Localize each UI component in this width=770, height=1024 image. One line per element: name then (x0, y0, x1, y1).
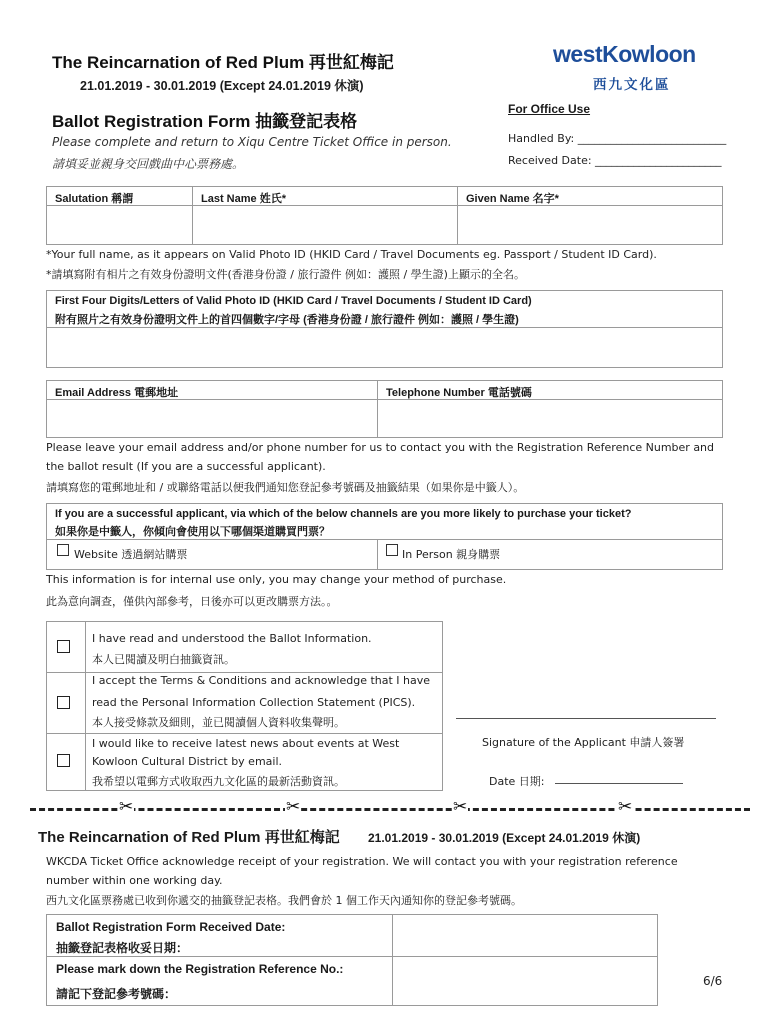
receipt-received-en: Ballot Registration Form Received Date: (56, 920, 286, 934)
salutation-field[interactable] (47, 206, 192, 244)
name-note-en: *Your full name, as it appears on Valid Photo ID (HKID Card / Travel Documents eg. Passport / Student ID Card). (46, 248, 657, 261)
event-dates: 21.01.2019 - 30.01.2019 (Except 24.01.2019 休演) (80, 79, 364, 93)
reference-number-field[interactable] (393, 957, 657, 1005)
form-title: Ballot Registration Form 抽籤登記表格 (52, 112, 358, 131)
contact-note-zh: 請填寫您的電郵地址和 / 或聯絡電話以便我們通知您登記參考號碼及抽籤結果（如果你是中籤人）。 (46, 481, 525, 494)
west-kowloon-logo-zh: 西九文化區 (593, 77, 671, 93)
receipt-ref-en: Please mark down the Registration Reference No.: (56, 962, 344, 976)
contact-note-en-2: the ballot result (If you are a successful applicant). (46, 460, 326, 473)
page-number: 6/6 (703, 974, 723, 988)
consent-row-divider-1 (46, 672, 443, 673)
in-person-label: In Person 親身購票 (402, 548, 501, 561)
in-person-checkbox[interactable] (386, 544, 398, 556)
consent-checkbox-terms[interactable] (57, 696, 70, 709)
channel-question-en: If you are a successful applicant, via which of the below channels are you more likely to purchase your ticket? (55, 508, 632, 520)
salutation-label: Salutation 稱謂 (55, 193, 134, 205)
photo-id-field[interactable] (47, 328, 722, 367)
consent-col-divider (85, 621, 86, 791)
channel-col-divider (377, 539, 378, 570)
receipt-text-en-1: WKCDA Ticket Office acknowledge receipt of your registration. We will contact you with your registration reference (46, 855, 678, 868)
office-use-title: For Office Use (508, 102, 591, 116)
last-name-label: Last Name 姓氏* (201, 193, 286, 205)
scissors-icon: ✂ (119, 797, 134, 817)
scissors-icon: ✂ (618, 797, 633, 817)
phone-field[interactable] (378, 400, 722, 437)
photo-id-label-zh: 附有照片之有效身份證明文件上的首四個數字/字母 (香港身份證 / 旅行證件 例如：護照 / 學生證) (55, 314, 519, 326)
instruction-en: Please complete and return to Xiqu Centre Ticket Office in person. (52, 135, 452, 149)
given-name-label: Given Name 名字* (466, 193, 559, 205)
consent-news-zh: 我希望以電郵方式收取西九文化區的最新活動資訊。 (92, 775, 345, 788)
handled-by: Handled By: ___________________________ (508, 132, 727, 145)
name-note-zh: *請填寫附有相片之有效身份證明文件(香港身份證 / 旅行證件 例如：護照 / 學生證)上顯示的全名。 (46, 268, 525, 281)
consent-terms-en-1: I accept the Terms & Conditions and acknowledge that I have (92, 674, 431, 687)
given-name-field[interactable] (458, 206, 722, 244)
instruction-zh: 請填妥並親身交回戲曲中心票務處。 (52, 157, 245, 171)
received-date: Received Date: _______________________ (508, 154, 722, 167)
event-title: The Reincarnation of Red Plum 再世紅梅記 (52, 53, 394, 72)
receipt-text-en-2: number within one working day. (46, 874, 223, 887)
receipt-title: The Reincarnation of Red Plum 再世紅梅記 (38, 829, 340, 846)
signature-date-line[interactable] (555, 783, 683, 784)
last-name-field[interactable] (193, 206, 457, 244)
channel-question-zh: 如果你是中籤人，你傾向會使用以下哪個渠道購買門票？ (55, 526, 330, 538)
receipt-ref-zh: 請記下登記參考號碼： (56, 987, 177, 1001)
cut-line (30, 808, 750, 811)
consent-ballot-zh: 本人已閱讀及明白抽籤資訊。 (92, 653, 235, 666)
receipt-dates: 21.01.2019 - 30.01.2019 (Except 24.01.2019 休演) (368, 831, 641, 845)
signature-date-label: Date 日期: (489, 775, 545, 788)
channel-divider (46, 539, 723, 540)
consent-news-en-2: Kowloon Cultural District by email. (92, 755, 283, 768)
email-field[interactable] (47, 400, 377, 437)
consent-ballot-en: I have read and understood the Ballot Information. (92, 632, 372, 645)
west-kowloon-logo: westKowloon (553, 41, 696, 67)
receipt-received-zh: 抽籤登記表格收妥日期： (56, 941, 189, 955)
channel-note-zh: 此為意向調查，僅供內部參考，日後亦可以更改購票方法。。 (46, 595, 338, 608)
consent-row-divider-2 (46, 733, 443, 734)
contact-note-en-1: Please leave your email address and/or phone number for us to contact you with the Registration Reference Number and (46, 441, 715, 454)
signature-line[interactable] (456, 718, 716, 719)
photo-id-label-en: First Four Digits/Letters of Valid Photo ID (HKID Card / Travel Documents / Student ID Card) (55, 295, 532, 307)
scissors-icon: ✂ (286, 797, 301, 817)
signature-label: Signature of the Applicant 申請人簽署 (482, 736, 685, 749)
website-label: Website 透過網站購票 (74, 548, 188, 561)
website-checkbox[interactable] (57, 544, 69, 556)
consent-terms-en-2: read the Personal Information Collection Statement (PICS). (92, 696, 416, 709)
scissors-icon: ✂ (453, 797, 468, 817)
email-label: Email Address 電郵地址 (55, 387, 179, 399)
receipt-text-zh: 西九文化區票務處已收到你遞交的抽籤登記表格。我們會於 1 個工作天內通知你的登記參考號碼。 (46, 894, 522, 907)
phone-label: Telephone Number 電話號碼 (386, 387, 532, 399)
consent-checkbox-news[interactable] (57, 754, 70, 767)
consent-checkbox-ballot[interactable] (57, 640, 70, 653)
consent-terms-zh: 本人接受條款及細則，並已閱讀個人資料收集聲明。 (92, 716, 345, 729)
received-date-field[interactable] (393, 915, 657, 956)
channel-note-en: This information is for internal use only, you may change your method of purchase. (46, 573, 507, 586)
consent-news-en-1: I would like to receive latest news about events at West (92, 737, 400, 750)
